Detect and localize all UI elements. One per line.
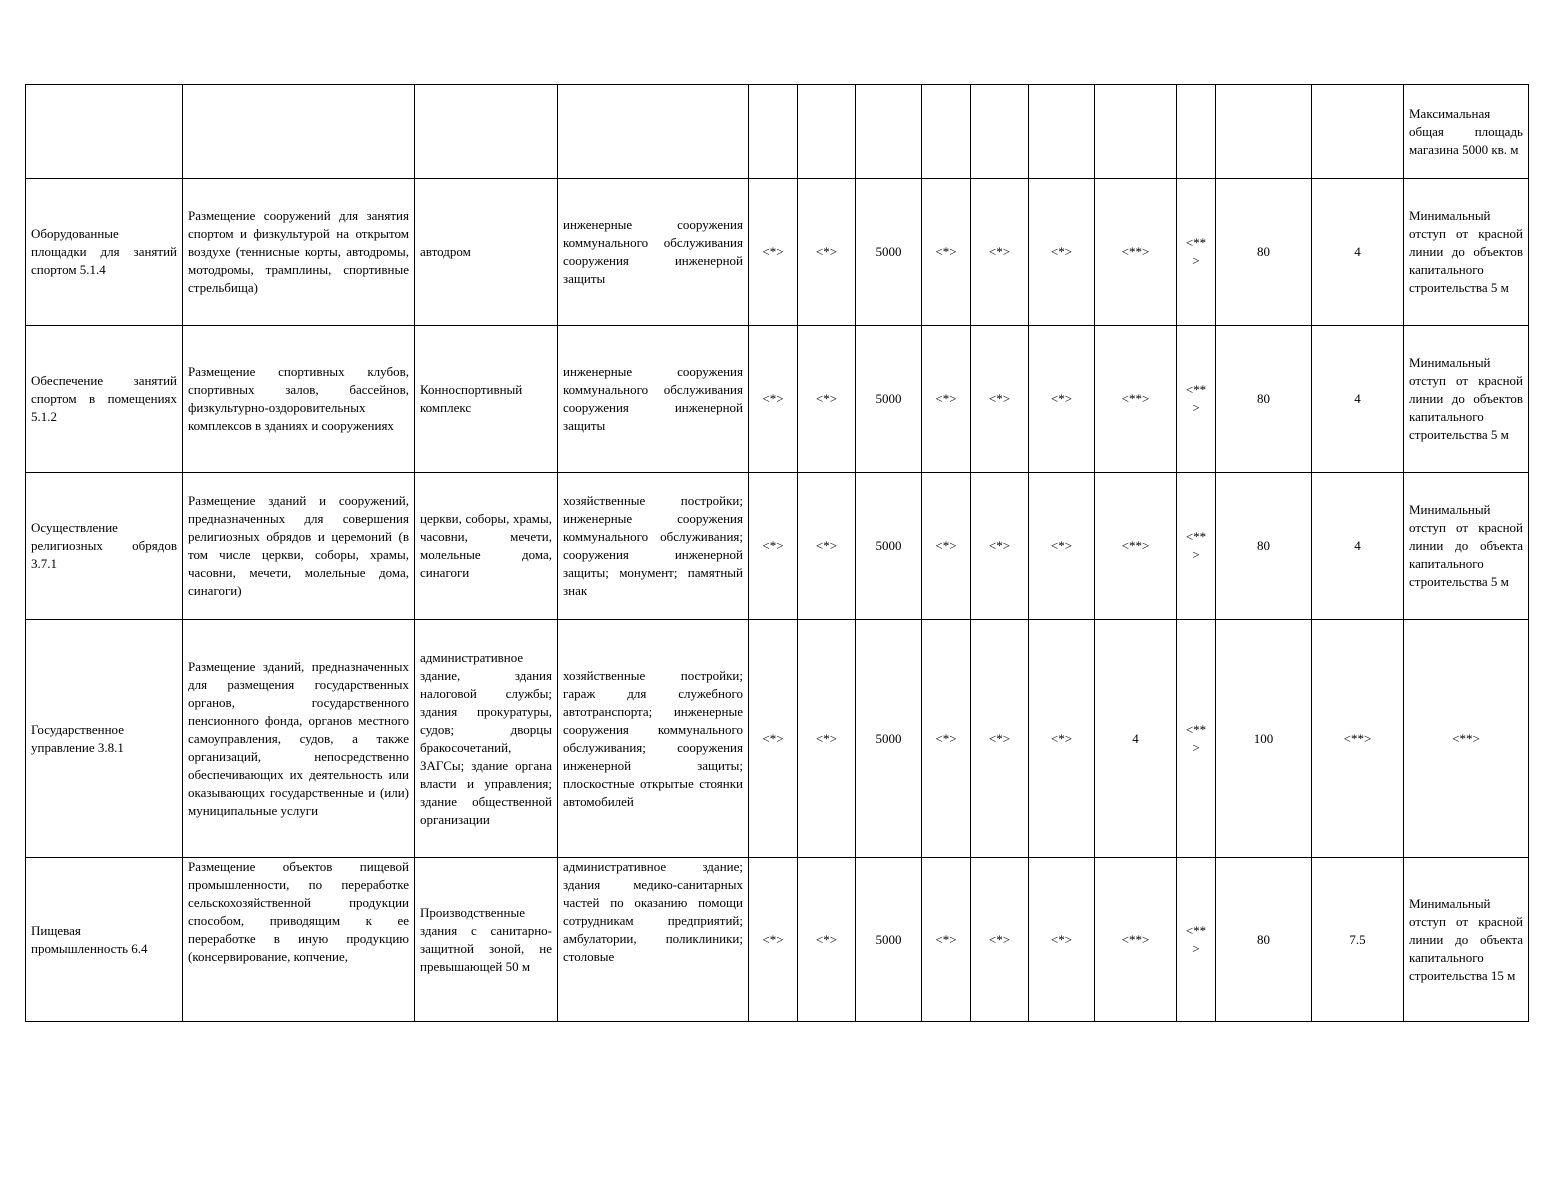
param-cell [1312,85,1404,179]
auxiliary-cell: инженерные сооружения коммунального обслуживания сооружения инженерной защиты [558,326,749,473]
notes-cell: Максимальная общая площадь магазина 5000 кв. м [1404,85,1529,179]
param-cell: <*> [1029,179,1095,326]
description-cell: Размещение зданий, предназначенных для размещения государственных органов, государственного пенсионного фонда, органов местного самоуправления, судов, а также организаций, непосредственно обеспечивающих их деятельность или оказывающих государственные и (или) муниципальные услуги [183,620,415,858]
param-cell: <*> [922,326,971,473]
param-cell: <*> [798,473,856,620]
param-cell: <**> [1095,473,1177,620]
objects-cell: автодром [415,179,558,326]
param-cell: <**> [1095,179,1177,326]
param-cell: <*> [749,620,798,858]
param-cell: 5000 [856,473,922,620]
param-cell: <*> [971,179,1029,326]
param-cell: <*> [798,620,856,858]
notes-cell: Минимальный отступ от красной линии до объектов капитального строительства 5 м [1404,179,1529,326]
param-cell [856,85,922,179]
param-cell: <**> [1095,858,1177,1022]
param-cell: <*> [798,858,856,1022]
objects-cell [415,85,558,179]
param-cell: <*> [971,326,1029,473]
param-cell: 4 [1312,473,1404,620]
use-type-cell: Государственное управление 3.8.1 [26,620,183,858]
param-cell: 100 [1216,620,1312,858]
table-row [26,326,1529,473]
param-cell: 5000 [856,620,922,858]
use-type-cell: Оборудованные площадки для занятий спортом 5.1.4 [26,179,183,326]
param-cell: <*> [749,326,798,473]
table-row [26,473,1529,620]
param-cell: <*> [1029,473,1095,620]
param-cell: 80 [1216,179,1312,326]
param-cell: <*> [922,858,971,1022]
param-cell: <*> [922,620,971,858]
param-cell: 80 [1216,326,1312,473]
description-cell [183,85,415,179]
param-cell: <** > [1177,179,1216,326]
param-cell: <** > [1177,858,1216,1022]
param-cell: <**> [1312,620,1404,858]
param-cell: <**> [1095,326,1177,473]
param-cell: 4 [1312,326,1404,473]
param-cell: <*> [922,179,971,326]
param-cell [798,85,856,179]
use-type-cell [26,85,183,179]
objects-cell: административное здание, здания налоговой службы; здания прокуратуры, судов; дворцы бракосочетаний, ЗАГСы; здание органа власти и управления; здание общественной организации [415,620,558,858]
table-row [26,85,1529,179]
notes-cell: Минимальный отступ от красной линии до объекта капитального строительства 5 м [1404,473,1529,620]
param-cell: 4 [1312,179,1404,326]
param-cell: <*> [971,620,1029,858]
param-cell: 80 [1216,473,1312,620]
table-row [26,179,1529,326]
auxiliary-cell: административное здание; здания медико-санитарных частей по оказанию помощи сотрудникам предприятий; амбулатории, поликлиники; столовые [558,858,749,1022]
use-type-cell: Пищевая промышленность 6.4 [26,858,183,1022]
description-cell: Размещение сооружений для занятия спортом и физкультурой на открытом воздухе (теннисные корты, автодромы, мотодромы, трамплины, спортивные стрельбища) [183,179,415,326]
param-cell: 5000 [856,858,922,1022]
notes-cell: Минимальный отступ от красной линии до объекта капитального строительства 15 м [1404,858,1529,1022]
param-cell: <*> [749,858,798,1022]
description-cell: Размещение зданий и сооружений, предназначенных для совершения религиозных обрядов и церемоний (в том числе церкви, соборы, храмы, часовни, мечети, молельные дома, синагоги) [183,473,415,620]
description-cell: Размещение объектов пищевой промышленности, по переработке сельскохозяйственной продукции способом, приводящим к ее переработке в иную продукцию (консервирование, копчение, [183,858,415,1022]
param-cell [1095,85,1177,179]
use-type-cell: Обеспечение занятий спортом в помещениях 5.1.2 [26,326,183,473]
param-cell [1216,85,1312,179]
table-row [26,858,1529,1022]
param-cell: <*> [798,179,856,326]
table-row [26,620,1529,858]
param-cell: <*> [1029,326,1095,473]
param-cell: <*> [922,473,971,620]
param-cell: <*> [749,179,798,326]
objects-cell: Конноспортивный комплекс [415,326,558,473]
param-cell: 80 [1216,858,1312,1022]
notes-cell: Минимальный отступ от красной линии до объектов капитального строительства 5 м [1404,326,1529,473]
notes-cell: <**> [1404,620,1529,858]
use-type-cell: Осуществление религиозных обрядов 3.7.1 [26,473,183,620]
param-cell: <*> [1029,620,1095,858]
description-cell: Размещение спортивных клубов, спортивных залов, бассейнов, физкультурно-оздоровительных комплексов в зданиях и сооружениях [183,326,415,473]
param-cell: 7.5 [1312,858,1404,1022]
param-cell: 5000 [856,326,922,473]
zoning-regulations-table [25,84,1529,1022]
param-cell [749,85,798,179]
param-cell: <*> [798,326,856,473]
param-cell: <*> [971,858,1029,1022]
param-cell: <** > [1177,620,1216,858]
param-cell [922,85,971,179]
param-cell: 4 [1095,620,1177,858]
param-cell: <** > [1177,473,1216,620]
auxiliary-cell: инженерные сооружения коммунального обслуживания сооружения инженерной защиты [558,179,749,326]
param-cell: <*> [971,473,1029,620]
auxiliary-cell [558,85,749,179]
param-cell: <*> [1029,858,1095,1022]
objects-cell: Производственные здания с санитарно-защитной зоной, не превышающей 50 м [415,858,558,1022]
param-cell: 5000 [856,179,922,326]
param-cell: <*> [749,473,798,620]
param-cell: <** > [1177,326,1216,473]
auxiliary-cell: хозяйственные постройки; гараж для служебного автотранспорта; инженерные сооружения коммунального обслуживания; сооружения инженерной защиты; плоскостные открытые стоянки автомобилей [558,620,749,858]
objects-cell: церкви, соборы, храмы, часовни, мечети, молельные дома, синагоги [415,473,558,620]
param-cell [1029,85,1095,179]
auxiliary-cell: хозяйственные постройки; инженерные сооружения коммунального обслуживания; сооружения инженерной защиты; монумент; памятный знак [558,473,749,620]
param-cell [971,85,1029,179]
param-cell [1177,85,1216,179]
